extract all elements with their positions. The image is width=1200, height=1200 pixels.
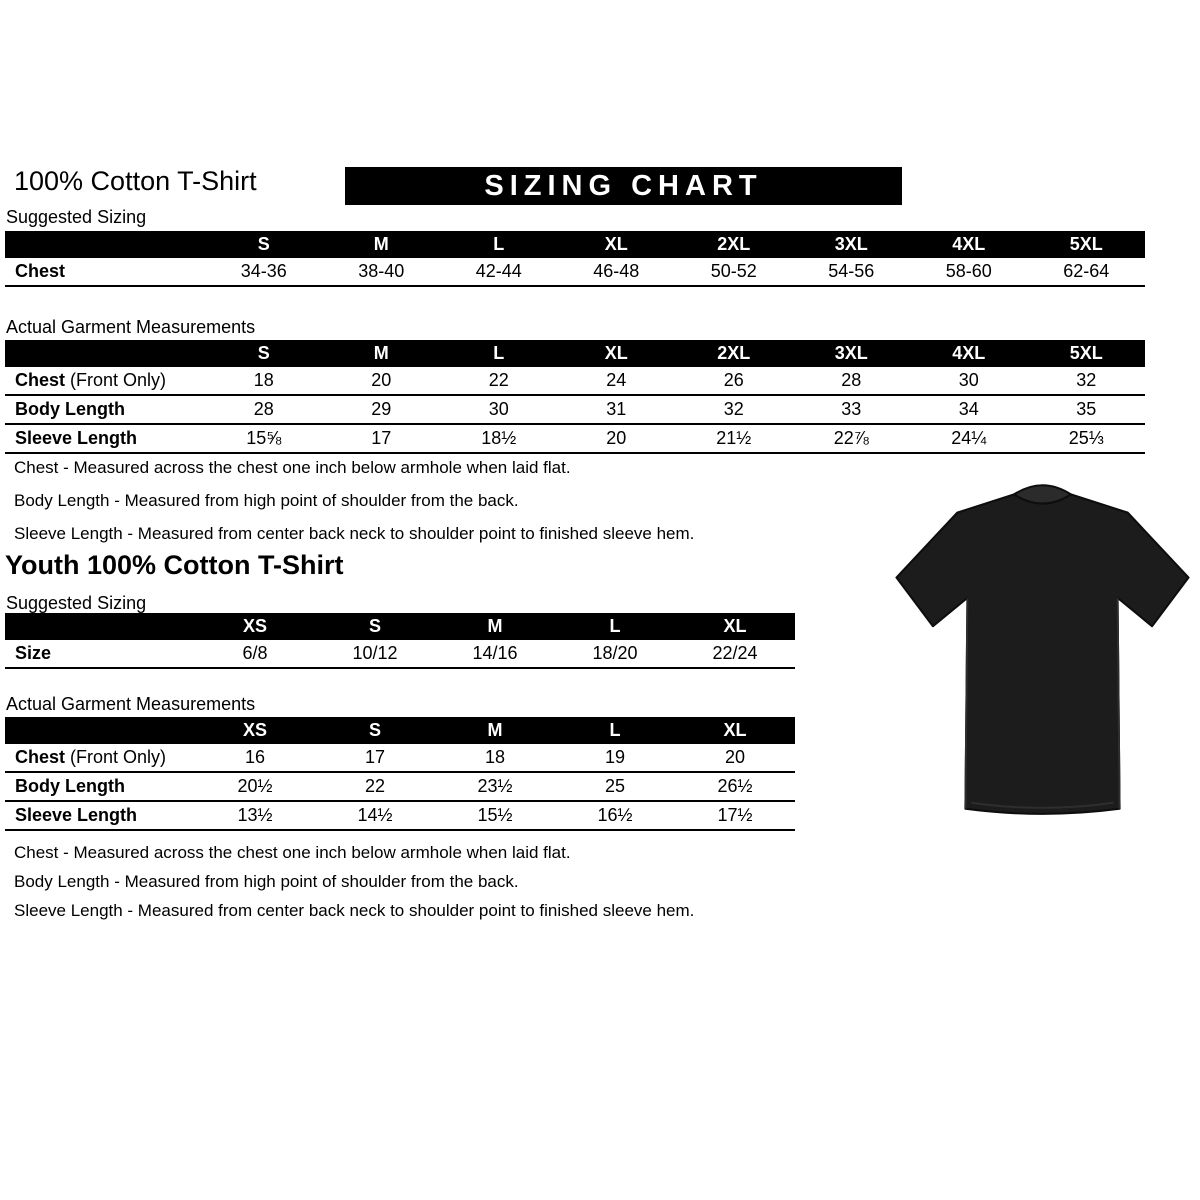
row-label-cell: Chest (Front Only) xyxy=(15,747,167,767)
value-cell: 25 xyxy=(604,776,626,796)
value-cell: 20½ xyxy=(237,776,273,796)
youth-title: Youth 100% Cotton T-Shirt xyxy=(5,550,344,580)
sizing-chart-banner: SIZING CHART xyxy=(345,167,902,205)
size-header-cell: XL xyxy=(723,720,747,740)
note-line: Chest - Measured across the chest one inch below armhole when laid flat. xyxy=(14,458,571,477)
size-header-cell: 3XL xyxy=(834,234,868,254)
row-label-cell: Body Length xyxy=(15,776,125,796)
value-cell: 35 xyxy=(1076,399,1097,419)
adult-suggested-sizing-label: Suggested Sizing xyxy=(6,207,147,227)
table-header-row xyxy=(5,340,1145,367)
table-row xyxy=(5,367,1145,396)
value-cell: 29 xyxy=(371,399,392,419)
table-header-row xyxy=(5,717,795,744)
value-cell: 22 xyxy=(364,776,386,796)
value-cell: 14/16 xyxy=(472,643,518,663)
table-header-label-cell xyxy=(5,340,205,367)
size-header-cell: 3XL xyxy=(834,343,868,363)
row-label-cell: Body Length xyxy=(15,399,125,419)
size-header-cell: XL xyxy=(723,616,747,636)
table-header-label-cell xyxy=(5,717,195,744)
adult-actual-measurements-label: Actual Garment Measurements xyxy=(6,317,256,337)
value-cell: 26 xyxy=(723,370,744,390)
adult-title: 100% Cotton T-Shirt xyxy=(14,166,257,196)
value-cell: 38-40 xyxy=(358,261,405,281)
value-cell: 32 xyxy=(1076,370,1097,390)
size-header-cell: 4XL xyxy=(952,343,986,363)
value-cell: 22 xyxy=(488,370,509,390)
table-row xyxy=(5,396,1145,425)
adult-measurement-notes xyxy=(14,458,694,557)
value-cell: 17½ xyxy=(717,805,753,825)
value-cell: 30 xyxy=(488,399,509,419)
size-header-cell: S xyxy=(257,343,270,363)
table-row xyxy=(5,640,795,669)
value-cell: 24 xyxy=(606,370,627,390)
value-cell: 62-64 xyxy=(1063,261,1110,281)
value-cell: 14½ xyxy=(357,805,393,825)
row-label-cell: Chest xyxy=(15,261,66,281)
value-cell: 25⅓ xyxy=(1068,428,1104,448)
row-label-cell: Size xyxy=(15,643,52,663)
row-label-cell: Sleeve Length xyxy=(15,428,138,448)
value-cell: 34-36 xyxy=(240,261,287,281)
value-cell: 19 xyxy=(604,747,626,767)
value-cell: 20 xyxy=(606,428,627,448)
value-cell: 34 xyxy=(958,399,979,419)
table-header-row xyxy=(5,613,795,640)
note-line: Chest - Measured across the chest one inch below armhole when laid flat. xyxy=(14,843,571,862)
value-cell: 23½ xyxy=(477,776,513,796)
table-header-row xyxy=(5,231,1145,258)
tshirt-icon xyxy=(890,468,1195,823)
size-header-cell: M xyxy=(487,720,503,740)
size-header-cell: 2XL xyxy=(717,234,751,254)
value-cell: 28 xyxy=(253,399,274,419)
value-cell: 15⅝ xyxy=(246,428,282,448)
value-cell: 17 xyxy=(364,747,386,767)
youth-suggested-sizing-label: Suggested Sizing xyxy=(6,593,147,613)
youth-suggested-sizing-table xyxy=(5,613,795,669)
adult-suggested-sizing-table xyxy=(5,231,1145,287)
size-header-cell: XL xyxy=(604,343,628,363)
row-label-cell: Chest (Front Only) xyxy=(15,370,167,390)
value-cell: 18½ xyxy=(481,428,517,448)
note-line: Body Length - Measured from high point of shoulder from the back. xyxy=(14,491,519,510)
adult-actual-measurements-table xyxy=(5,340,1145,454)
size-header-cell: L xyxy=(493,234,505,254)
black-tshirt-photo xyxy=(890,468,1195,823)
size-header-cell: M xyxy=(487,616,503,636)
row-label-cell: Sleeve Length xyxy=(15,805,138,825)
value-cell: 18 xyxy=(253,370,274,390)
size-header-cell: XL xyxy=(604,234,628,254)
table-row xyxy=(5,773,795,802)
table-header-label-cell xyxy=(5,613,195,640)
value-cell: 18/20 xyxy=(592,643,638,663)
size-header-cell: M xyxy=(373,234,389,254)
youth-measurement-notes xyxy=(14,843,694,930)
size-header-cell: L xyxy=(609,616,621,636)
value-cell: 22⅞ xyxy=(833,428,869,448)
value-cell: 58-60 xyxy=(945,261,992,281)
value-cell: 33 xyxy=(841,399,862,419)
note-line: Sleeve Length - Measured from center back neck to shoulder point to finished sleeve hem. xyxy=(14,524,695,543)
size-header-cell: S xyxy=(368,616,381,636)
value-cell: 21½ xyxy=(716,428,752,448)
value-cell: 31 xyxy=(606,399,627,419)
value-cell: 50-52 xyxy=(710,261,757,281)
note-line: Sleeve Length - Measured from center back neck to shoulder point to finished sleeve hem. xyxy=(14,901,695,920)
value-cell: 28 xyxy=(841,370,862,390)
youth-actual-measurements-table xyxy=(5,717,795,831)
value-cell: 17 xyxy=(371,428,392,448)
size-header-cell: M xyxy=(373,343,389,363)
value-cell: 6/8 xyxy=(242,643,268,663)
table-row xyxy=(5,744,795,773)
value-cell: 32 xyxy=(723,399,744,419)
table-header-label-cell xyxy=(5,231,205,258)
size-header-cell: 5XL xyxy=(1069,343,1103,363)
table-row xyxy=(5,425,1145,454)
value-cell: 10/12 xyxy=(352,643,398,663)
value-cell: 20 xyxy=(724,747,746,767)
size-header-cell: 5XL xyxy=(1069,234,1103,254)
value-cell: 26½ xyxy=(717,776,753,796)
value-cell: 22/24 xyxy=(712,643,758,663)
table-row xyxy=(5,802,795,831)
size-header-cell: S xyxy=(368,720,381,740)
value-cell: 15½ xyxy=(477,805,513,825)
size-header-cell: XS xyxy=(242,616,267,636)
value-cell: 54-56 xyxy=(828,261,875,281)
table-row xyxy=(5,258,1145,287)
value-cell: 24¼ xyxy=(951,428,987,448)
size-header-cell: L xyxy=(609,720,621,740)
note-line: Body Length - Measured from high point of shoulder from the back. xyxy=(14,872,519,891)
value-cell: 42-44 xyxy=(475,261,522,281)
value-cell: 16½ xyxy=(597,805,633,825)
value-cell: 13½ xyxy=(237,805,273,825)
value-cell: 20 xyxy=(371,370,392,390)
value-cell: 46-48 xyxy=(593,261,640,281)
size-header-cell: L xyxy=(493,343,505,363)
value-cell: 18 xyxy=(484,747,506,767)
size-header-cell: 2XL xyxy=(717,343,751,363)
size-header-cell: XS xyxy=(242,720,267,740)
value-cell: 30 xyxy=(958,370,979,390)
size-header-cell: 4XL xyxy=(952,234,986,254)
youth-actual-measurements-label: Actual Garment Measurements xyxy=(6,694,256,714)
value-cell: 16 xyxy=(244,747,266,767)
size-header-cell: S xyxy=(257,234,270,254)
